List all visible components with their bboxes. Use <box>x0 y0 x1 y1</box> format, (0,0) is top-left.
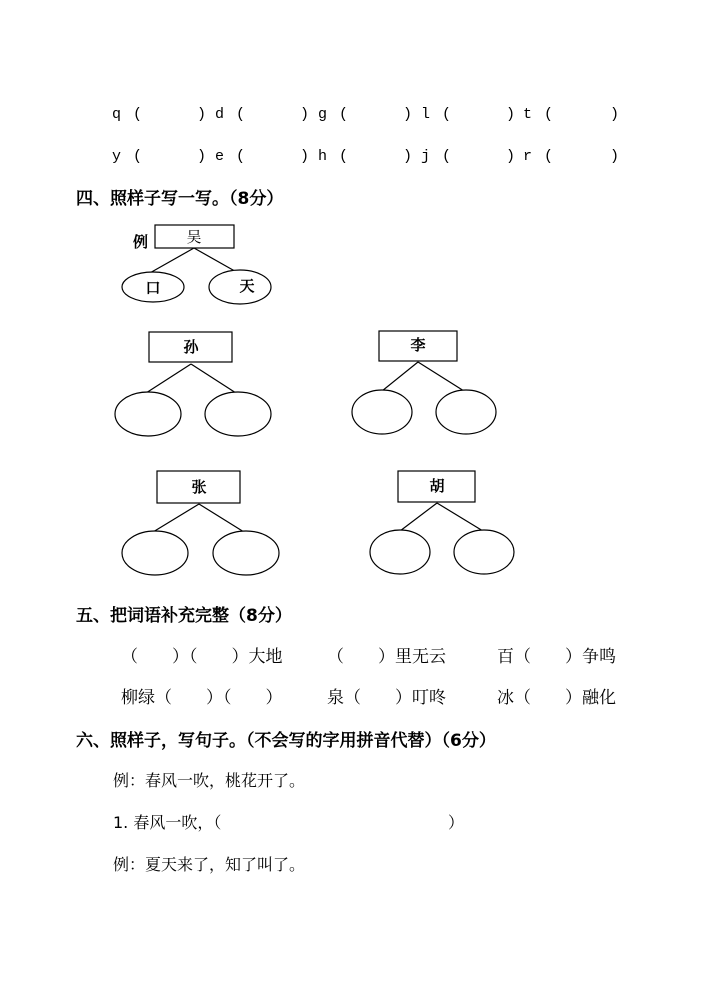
answer-paren-open: ( <box>133 106 143 123</box>
example-label: 例 <box>133 233 149 251</box>
answer-paren-close: ) <box>197 106 207 123</box>
pinyin-letter: g <box>318 106 328 123</box>
sentence-item-prefix: 1. 春风一吹，（ <box>113 813 222 832</box>
tree-top-char: 李 <box>410 336 426 354</box>
pinyin-letter: l <box>421 106 431 123</box>
answer-paren-open: ( <box>544 106 554 123</box>
tree-branch-right <box>199 504 244 532</box>
answer-paren-close: ) <box>506 106 516 123</box>
tree-answer-oval-right[interactable] <box>436 390 496 434</box>
sentence-item-suffix: ） <box>448 813 465 832</box>
example-branch-left <box>148 248 194 274</box>
idiom-fill-blank[interactable]: （ ）（ ）大地 <box>121 647 283 667</box>
idiom-fill-blank[interactable]: 泉（ ）叮咚 <box>327 688 446 708</box>
tree-answer-oval-left[interactable] <box>370 530 430 574</box>
answer-paren-close: ) <box>403 148 413 165</box>
pinyin-letter: q <box>112 106 122 123</box>
section5-title: 五、把词语补充完整（8分） <box>76 606 292 626</box>
answer-paren-open: ( <box>544 148 554 165</box>
pinyin-letter: y <box>112 148 122 165</box>
example-sentence: 例：夏天来了，知了叫了。 <box>113 855 306 874</box>
section4-title: 四、照样子写一写。（8分） <box>76 189 284 209</box>
tree-answer-oval-right[interactable] <box>454 530 514 574</box>
tree-branch-left <box>382 362 418 391</box>
example-top-char: 吴 <box>186 228 202 246</box>
answer-paren-close: ) <box>300 148 310 165</box>
tree-top-char: 胡 <box>429 477 445 495</box>
tree-branch-left <box>153 504 199 532</box>
example-sentence: 例：春风一吹，桃花开了。 <box>113 771 306 790</box>
answer-paren-close: ) <box>506 148 516 165</box>
sentence-answer-field[interactable] <box>238 813 446 833</box>
tree-top-char: 张 <box>191 478 207 496</box>
tree-branch-right <box>191 364 236 393</box>
answer-paren-close: ) <box>403 106 413 123</box>
section6-title: 六、照样子，写句子。（不会写的字用拼音代替）（6分） <box>76 731 496 751</box>
tree-answer-oval-right[interactable] <box>205 392 271 436</box>
example-left-char: 口 <box>145 279 161 297</box>
tree-answer-oval-left[interactable] <box>122 531 188 575</box>
idiom-fill-blank[interactable]: 百（ ）争鸣 <box>497 647 616 667</box>
answer-paren-close: ) <box>610 106 620 123</box>
pinyin-letter: r <box>523 148 533 165</box>
example-right-char: 天 <box>239 277 255 295</box>
tree-answer-oval-right[interactable] <box>213 531 279 575</box>
tree-branch-left <box>146 364 191 393</box>
answer-paren-close: ) <box>300 106 310 123</box>
answer-paren-open: ( <box>236 148 246 165</box>
pinyin-letter: h <box>318 148 328 165</box>
answer-paren-open: ( <box>236 106 246 123</box>
answer-paren-open: ( <box>339 148 349 165</box>
pinyin-letter: d <box>215 106 225 123</box>
answer-paren-open: ( <box>442 106 452 123</box>
tree-branch-left <box>400 503 437 531</box>
pinyin-letter: j <box>421 148 431 165</box>
tree-top-char: 孙 <box>183 338 199 356</box>
answer-paren-open: ( <box>133 148 143 165</box>
tree-answer-oval-left[interactable] <box>352 390 412 434</box>
pinyin-letter: t <box>523 106 533 123</box>
answer-paren-open: ( <box>442 148 452 165</box>
answer-paren-close: ) <box>197 148 207 165</box>
idiom-fill-blank[interactable]: 柳绿（ ）（ ） <box>121 688 283 708</box>
tree-answer-oval-left[interactable] <box>115 392 181 436</box>
idiom-fill-blank[interactable]: 冰（ ）融化 <box>497 688 616 708</box>
tree-branch-right <box>418 362 464 391</box>
tree-branch-right <box>437 503 483 531</box>
pinyin-letter: e <box>215 148 225 165</box>
idiom-fill-blank[interactable]: （ ）里无云 <box>327 647 446 667</box>
answer-paren-close: ) <box>610 148 620 165</box>
answer-paren-open: ( <box>339 106 349 123</box>
